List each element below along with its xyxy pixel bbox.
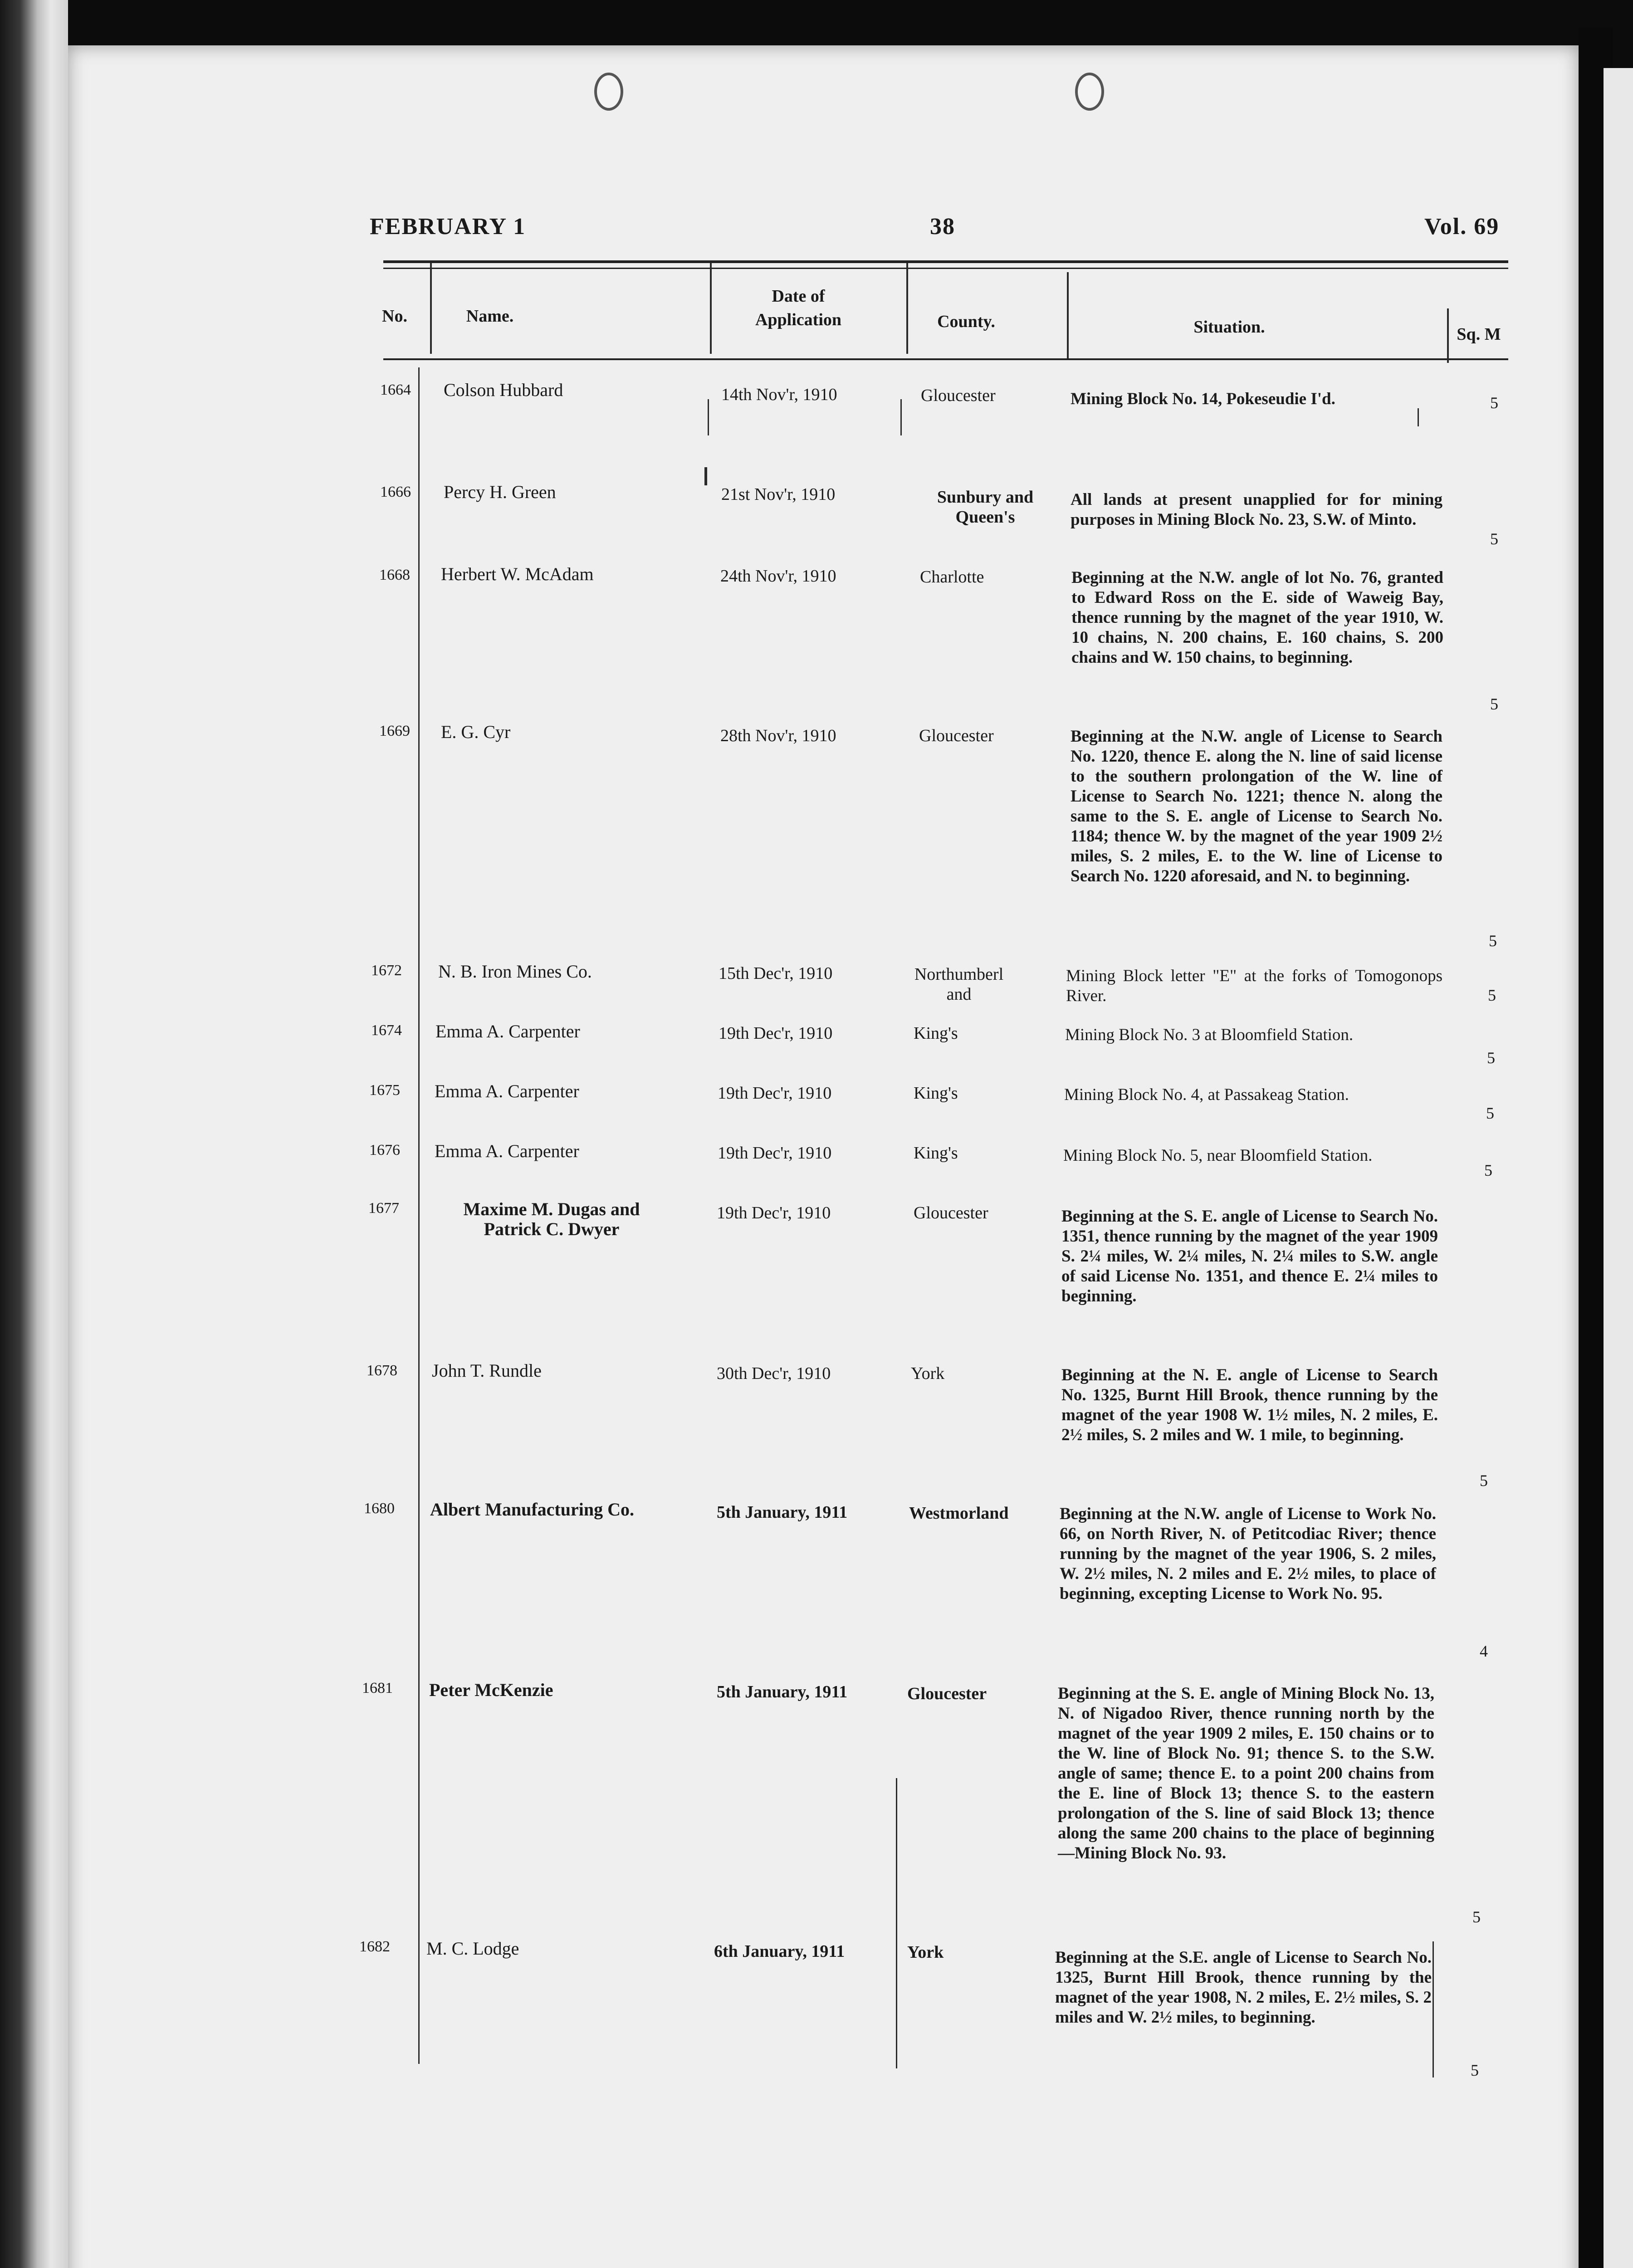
application-date: 19th Dec'r, 1910 — [718, 1084, 832, 1103]
situation-text: Mining Block No. 3 at Bloomfield Station. — [1065, 1026, 1354, 1044]
applicant-name: Maxime M. Dugas and Patrick C. Dwyer — [463, 1199, 640, 1239]
col-header-no: No. — [382, 307, 407, 326]
entry-number: 1666 — [380, 484, 411, 500]
applicant-name: Peter McKenzie — [429, 1680, 553, 1700]
column-separator — [1447, 308, 1449, 363]
volume-label: Vol. 69 — [1424, 214, 1500, 240]
application-date: 5th January, 1911 — [717, 1503, 848, 1522]
area-sq-miles: 5 — [1484, 1161, 1492, 1179]
column-separator — [906, 263, 908, 354]
column-separator — [1418, 408, 1419, 426]
county-name: Northumberland — [914, 965, 1004, 1004]
entry-number: 1677 — [368, 1200, 399, 1217]
county-name: York — [911, 1364, 945, 1383]
entry-number: 1676 — [369, 1142, 400, 1158]
column-separator — [900, 399, 902, 435]
entry-number: 1681 — [362, 1680, 393, 1696]
adjacent-page — [1604, 68, 1633, 2268]
column-separator — [704, 467, 707, 485]
entry-number: 1674 — [371, 1022, 402, 1039]
area-sq-miles: 5 — [1472, 1908, 1481, 1926]
situation-text: Beginning at the N.W. angle of License to Search No. 1220, thence E. along the N. line of said license to the southern prolongation of the W. line of License to Search No. 1221; thence N. along the same to the S. E. angle of License to Search No. 1184; thence W. by the magnet of the year 1909 2½ miles, S. 2 miles, E. to the W. line of License to Search No. 1220 aforesaid, and N. to beginning. — [1071, 727, 1442, 885]
county-name: Gloucester — [919, 726, 994, 745]
application-date: 19th Dec'r, 1910 — [718, 1144, 832, 1163]
col-header-date-line2: Application — [755, 310, 842, 329]
column-separator — [1067, 272, 1069, 358]
situation-text: Beginning at the S. E. angle of License to Search No. 1351, thence running by the magnet of the year 1909 S. 2¼ miles, W. 2¼ miles, N. 2¼ miles to S.W. angle of said License No. 1351, and thence E. 2¼ miles to beginning. — [1061, 1207, 1438, 1305]
applicant-name: Emma A. Carpenter — [435, 1141, 579, 1161]
column-separator — [708, 399, 709, 435]
applicant-name: John T. Rundle — [432, 1360, 542, 1381]
area-sq-miles: 5 — [1489, 932, 1497, 950]
area-sq-miles: 5 — [1471, 2061, 1479, 2079]
application-date: 30th Dec'r, 1910 — [717, 1364, 831, 1383]
application-date: 28th Nov'r, 1910 — [720, 726, 836, 745]
county-name: King's — [914, 1144, 958, 1163]
column-separator — [896, 1778, 897, 2068]
applicant-name: Albert Manufacturing Co. — [430, 1499, 634, 1520]
area-sq-miles: 5 — [1486, 1104, 1494, 1122]
situation-text: Beginning at the S. E. angle of Mining Block No. 13, N. of Nigadoo River, thence running north by the magnet of the year 1909 2 miles, E. 150 chains or to the W. line of Block No. 91; thence S. to the S.W. angle of same; thence E. to a point 200 chains from the E. line of Block 13; thence S. to the eastern prolongation of the S. line of said Block 13; thence along the same 200 chains to the place of beginning—Mining Block No. 93. — [1058, 1684, 1434, 1862]
situation-text: All lands at present unapplied for for mining purposes in Mining Block No. 23, S.W. of Minto. — [1071, 490, 1442, 529]
application-date: 6th January, 1911 — [714, 1942, 845, 1961]
col-header-sq: Sq. M — [1457, 325, 1501, 344]
situation-text: Beginning at the N.W. angle of lot No. 76, granted to Edward Ross on the E. side of Waweig Bay, thence running by the magnet of the year 1910, W. 10 chains, N. 200 chains, E. 160 chains, S. 200 chains and W. 150 chains, to beginning. — [1071, 568, 1443, 667]
col-header-situation: Situation. — [1193, 318, 1265, 337]
county-name: Sunbury and Queen's — [937, 488, 1034, 527]
applicant-name: N. B. Iron Mines Co. — [438, 961, 592, 982]
punch-hole — [594, 73, 623, 111]
applicant-name: Herbert W. McAdam — [441, 564, 594, 584]
area-sq-miles: 5 — [1490, 695, 1498, 713]
entry-number: 1680 — [364, 1500, 395, 1517]
area-sq-miles: 4 — [1480, 1642, 1488, 1660]
county-name: Gloucester — [921, 386, 996, 405]
header-rule — [383, 260, 1508, 263]
applicant-name: Percy H. Green — [444, 482, 556, 502]
application-date: 19th Dec'r, 1910 — [717, 1203, 831, 1222]
column-header-rule — [383, 358, 1508, 360]
column-separator — [418, 367, 420, 2064]
area-sq-miles: 5 — [1488, 986, 1496, 1004]
page-date: FEBRUARY 1 — [370, 214, 526, 240]
area-sq-miles: 5 — [1490, 530, 1498, 548]
county-name: York — [907, 1943, 944, 1962]
situation-text: Mining Block letter "E" at the forks of Tomogonops River. — [1066, 967, 1442, 1005]
county-name: Charlotte — [920, 567, 984, 587]
col-header-county: County. — [937, 312, 995, 331]
application-date: 14th Nov'r, 1910 — [721, 385, 837, 404]
page-number: 38 — [930, 214, 955, 240]
entry-number: 1664 — [380, 381, 411, 398]
county-name: King's — [914, 1024, 958, 1043]
col-header-date-line1: Date of — [772, 287, 825, 306]
application-date: 5th January, 1911 — [717, 1682, 848, 1701]
applicant-name: Emma A. Carpenter — [435, 1081, 579, 1101]
entry-number: 1675 — [369, 1082, 400, 1099]
applicant-name: Colson Hubbard — [444, 380, 563, 400]
situation-text: Mining Block No. 4, at Passakeag Station. — [1064, 1085, 1349, 1104]
county-name: Gloucester — [907, 1684, 987, 1703]
applicant-name: E. G. Cyr — [441, 722, 511, 742]
header-rule — [383, 268, 1508, 269]
applicant-name: Emma A. Carpenter — [435, 1021, 580, 1041]
situation-text: Mining Block No. 14, Pokeseudie I'd. — [1071, 390, 1335, 408]
application-date: 21st Nov'r, 1910 — [721, 485, 836, 504]
application-date: 19th Dec'r, 1910 — [719, 1024, 833, 1043]
area-sq-miles: 5 — [1490, 394, 1498, 412]
applicant-name: M. C. Lodge — [426, 1938, 519, 1959]
situation-text: Beginning at the N. E. angle of License to Search No. 1325, Burnt Hill Brook, thence running by the magnet of the year 1908 W. 1½ miles, N. 2 miles, E. 2½ miles, S. 2 miles and W. 1 mile, to beginning. — [1061, 1366, 1438, 1444]
county-name: Gloucester — [914, 1203, 988, 1222]
application-date: 15th Dec'r, 1910 — [719, 964, 833, 983]
entry-number: 1678 — [367, 1362, 397, 1379]
entry-number: 1672 — [371, 962, 402, 979]
col-header-name: Name. — [466, 307, 514, 326]
county-name: King's — [914, 1084, 958, 1103]
area-sq-miles: 5 — [1480, 1471, 1488, 1490]
entry-number: 1668 — [379, 567, 410, 583]
area-sq-miles: 5 — [1487, 1049, 1495, 1067]
county-name: Westmorland — [909, 1504, 1009, 1523]
column-separator — [710, 263, 712, 354]
situation-text: Beginning at the S.E. angle of License to Search No. 1325, Burnt Hill Brook, thence running by the magnet of the year 1908, N. 2 miles, E. 2½ miles, S. 2 miles and W. 2½ miles, to beginning. — [1055, 1948, 1432, 2027]
column-separator — [1433, 1941, 1434, 2077]
column-separator — [430, 263, 432, 354]
application-date: 24th Nov'r, 1910 — [720, 567, 836, 586]
situation-text: Beginning at the N.W. angle of License to Work No. 66, on North River, N. of Petitcodiac River; thence running by the magnet of the year 1906, S. 2 miles, W. 2½ miles, N. 2 miles and E. 2½ miles, to place of beginning, excepting License to Work No. 95. — [1060, 1505, 1436, 1603]
punch-hole — [1075, 73, 1104, 111]
entry-number: 1682 — [359, 1938, 390, 1955]
entry-number: 1669 — [379, 723, 410, 739]
binder-edge — [0, 0, 68, 2268]
situation-text: Mining Block No. 5, near Bloomfield Station. — [1063, 1146, 1373, 1165]
